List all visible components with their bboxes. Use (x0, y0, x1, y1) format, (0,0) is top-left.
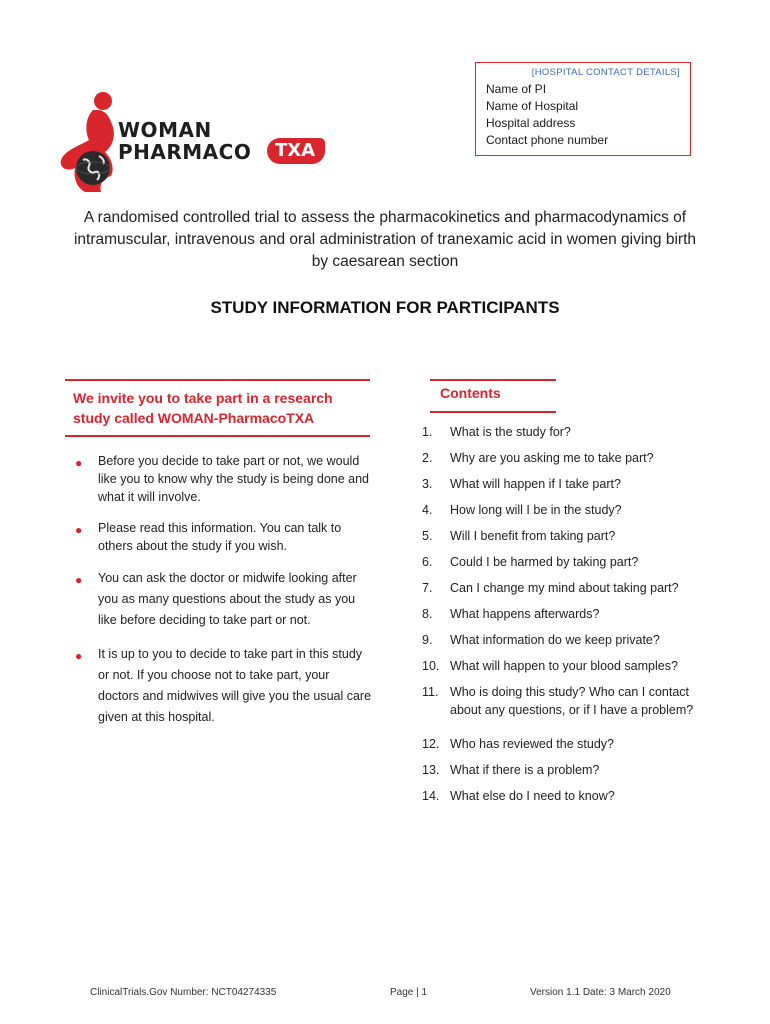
toc-number: 8. (422, 607, 433, 621)
toc-item (422, 449, 722, 467)
logo-word-pharmaco: PHARMACO (118, 140, 252, 164)
toc-text: What information do we keep private? (450, 633, 660, 647)
invite-heading: We invite you to take part in a research study called WOMAN-PharmacoTXA (73, 390, 333, 426)
toc-text: Why are you asking me to take part? (450, 451, 654, 465)
toc-text: What happens afterwards? (450, 607, 600, 621)
contact-line-pi: Name of PI (486, 82, 547, 96)
toc-item (422, 683, 716, 719)
toc-text: Who has reviewed the study? (450, 737, 614, 751)
list-item (72, 644, 372, 728)
toc-text: Can I change my mind about taking part? (450, 581, 679, 595)
logo-word-txa: TXA (267, 138, 325, 164)
toc-number: 3. (422, 477, 433, 491)
toc-text: Who is doing this study? Who can I contact about any questions, or if I have a problem? (450, 685, 694, 717)
toc-text: What else do I need to know? (450, 789, 615, 803)
toc-item (422, 761, 722, 779)
toc-item (422, 553, 722, 571)
toc-text: How long will I be in the study? (450, 503, 622, 517)
contents-top-divider (430, 379, 556, 381)
invite-bottom-divider (65, 435, 370, 437)
toc-number: 10. (422, 659, 440, 673)
list-item (72, 568, 372, 631)
bullet-text: Before you decide to take part or not, we would like you to know why the study is being done and what it will involve. (98, 454, 370, 504)
contents-heading: Contents (440, 385, 501, 401)
invite-top-divider (65, 379, 370, 381)
document-title: A randomised controlled trial to assess the pharmacokinetics and pharmacodynamics of intramuscular, intravenous and oral administration of tranexamic acid in women giving birth by caesarean section (73, 209, 697, 270)
contact-box-title: [HOSPITAL CONTACT DETAILS] (531, 67, 680, 78)
hospital-contact-box (475, 62, 691, 156)
toc-number: 6. (422, 555, 433, 569)
list-item (72, 452, 372, 506)
contact-line-hospital: Name of Hospital (486, 99, 579, 113)
toc-number: 13. (422, 763, 440, 777)
toc-number: 12. (422, 737, 440, 751)
toc-number: 14. (422, 789, 440, 803)
toc-item (422, 631, 722, 649)
toc-text: Will I benefit from taking part? (450, 529, 616, 543)
woman-pharmacotxa-logo (55, 88, 345, 198)
bullet-icon: ● (75, 573, 83, 587)
contact-line-phone: Contact phone number (486, 133, 609, 147)
invite-bullet-list (72, 452, 372, 728)
toc-item (422, 423, 722, 441)
toc-number: 4. (422, 503, 433, 517)
toc-item (422, 605, 722, 623)
logo-word-woman: WOMAN (118, 118, 212, 142)
toc-item (422, 787, 722, 805)
contact-line-address: Hospital address (486, 116, 576, 130)
toc-number: 7. (422, 581, 433, 595)
contents-list (422, 423, 722, 805)
footer-trial-number: ClinicalTrials.Gov Number: NCT04274335 (90, 987, 277, 998)
toc-number: 2. (422, 451, 433, 465)
toc-item (422, 657, 722, 675)
bullet-text: Please read this information. You can talk to others about the study if you wish. (98, 521, 342, 553)
toc-text: Could I be harmed by taking part? (450, 555, 639, 569)
toc-item (422, 735, 722, 753)
bullet-icon: ● (75, 649, 83, 663)
toc-item (422, 579, 722, 597)
toc-text: What is the study for? (450, 425, 571, 439)
toc-text: What if there is a problem? (450, 763, 600, 777)
toc-item (422, 475, 722, 493)
toc-number: 5. (422, 529, 433, 543)
bullet-text: It is up to you to decide to take part in this study or not. If you choose not to take part, your doctors and midwives will give you the usual care given at this hospital. (98, 647, 372, 724)
bullet-icon: ● (75, 456, 83, 470)
toc-text: What will happen if I take part? (450, 477, 621, 491)
contents-bottom-divider (430, 411, 556, 413)
bullet-text: You can ask the doctor or midwife looking after you as many questions about the study as you like before deciding to take part or not. (98, 571, 357, 627)
footer-page-number: Page | 1 (390, 987, 428, 998)
footer-version: Version 1.1 Date: 3 March 2020 (530, 987, 671, 998)
toc-number: 1. (422, 425, 433, 439)
bullet-icon: ● (75, 523, 83, 537)
toc-item (422, 527, 722, 545)
document-heading: STUDY INFORMATION FOR PARTICIPANTS (210, 298, 560, 317)
toc-item (422, 501, 722, 519)
toc-number: 9. (422, 633, 433, 647)
list-item (72, 519, 372, 555)
toc-text: What will happen to your blood samples? (450, 659, 678, 673)
toc-number: 11. (422, 685, 439, 699)
